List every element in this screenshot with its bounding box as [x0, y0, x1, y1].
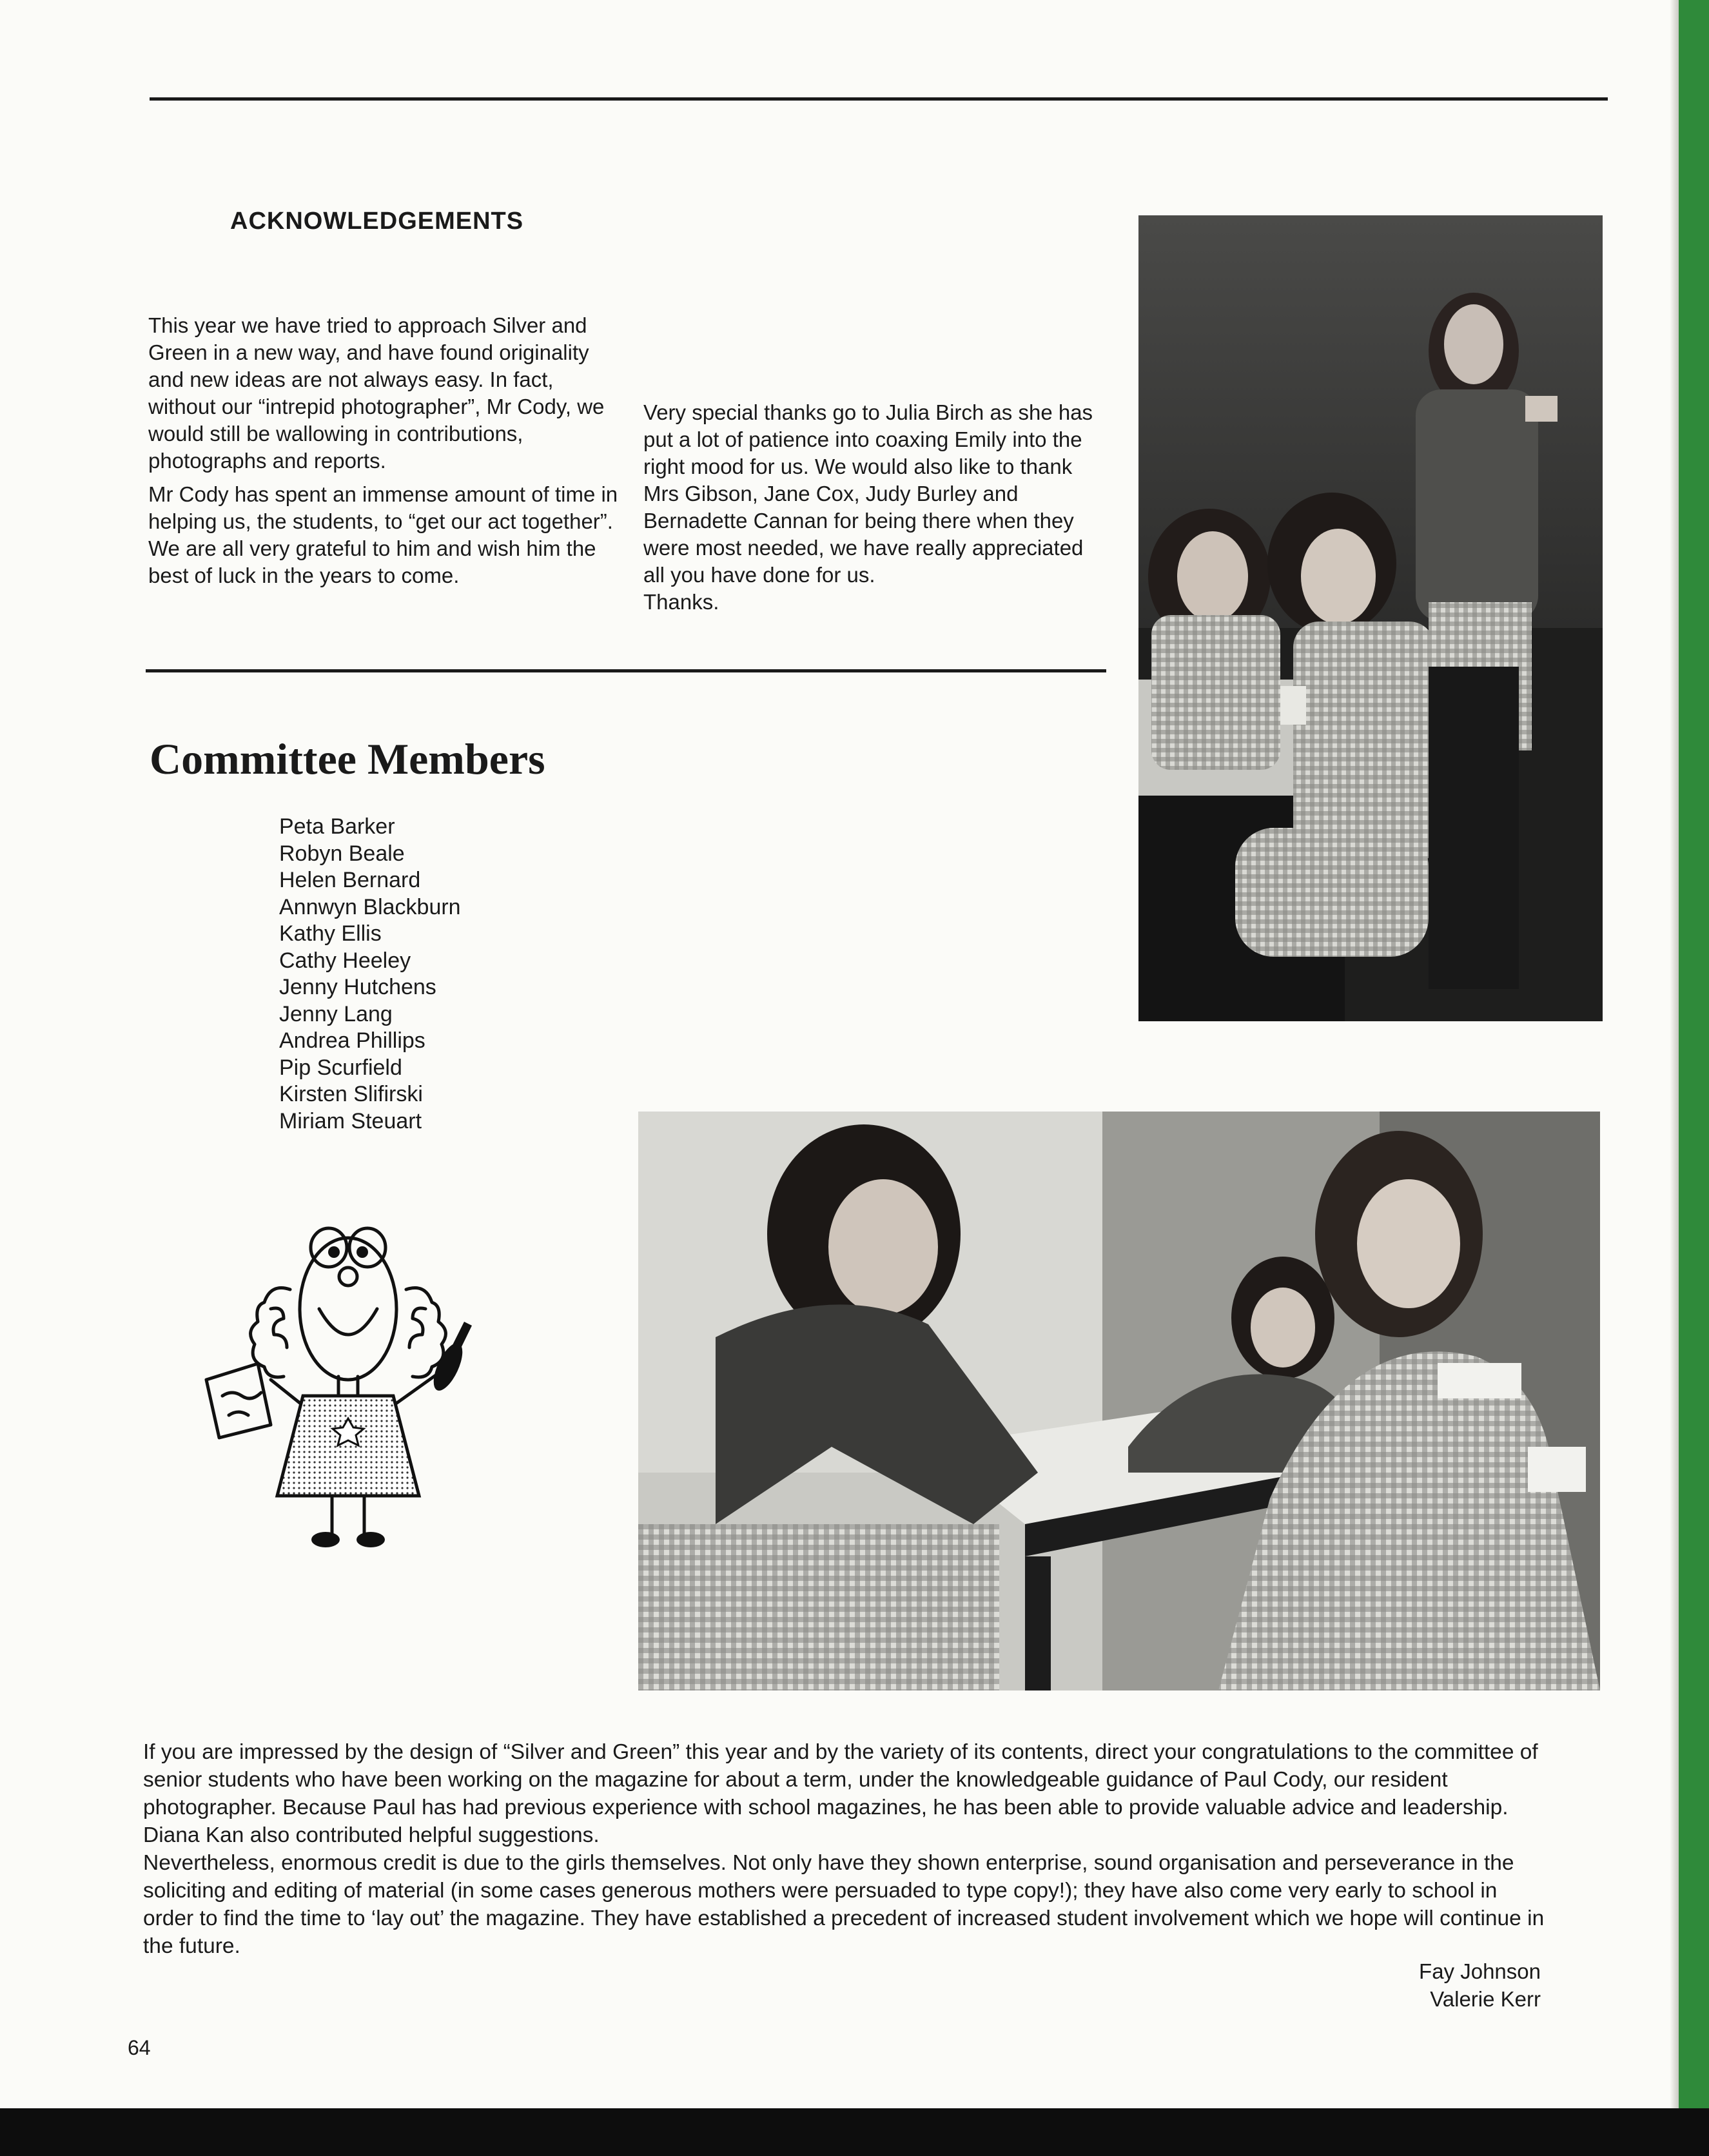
photo-students-at-blackboard-image: [1138, 215, 1603, 1021]
top-rule: [150, 97, 1608, 101]
acknowledgements-col2-paragraph: Very special thanks go to Julia Birch as she has put a lot of patience into coaxing Emily into the right mood for us. We would also like to thank Mrs Gibson, Jane Cox, Judy Burley and Bernadette Cannan for being there when they were most needed, we have really appreciated all you have done for us.: [643, 400, 1093, 587]
acknowledgements-col1-paragraph-2: Mr Cody has spent an immense amount of time in helping us, the students, to “get our act together”. We are all very grateful to him and wish him the best of luck in the years to come.: [148, 482, 618, 587]
list-item: Helen Bernard: [279, 868, 421, 892]
list-item: Miriam Steuart: [279, 1108, 422, 1133]
photo-students-at-blackboard: [1138, 215, 1603, 1021]
acknowledgements-thanks: Thanks.: [643, 590, 719, 614]
closing-remarks: [143, 1738, 1548, 1960]
closing-paragraph-2: Nevertheless, enormous credit is due to the girls themselves. Not only have they shown enterprise, sound organisation and perseverance in the soliciting and editing of material (in some cases generous mothers were persuaded to type copy!); they have also come very early to school in order to find the time to ‘lay out’ the magazine. They have established a precedent of increased student involvement which we hope will continue in the future.: [143, 1851, 1545, 1958]
acknowledgements-column-1: [148, 312, 619, 596]
scan-bottom-band: [0, 2108, 1709, 2156]
acknowledgements-bottom-rule: [146, 669, 1106, 672]
list-item: Jenny Hutchens: [279, 975, 436, 999]
page-number: 64: [128, 2036, 151, 2059]
cartoon-girl-illustration: [193, 1212, 542, 1560]
list-item: Peta Barker: [279, 814, 395, 839]
cartoon-girl-drawing: [193, 1212, 542, 1560]
signature-block: [1283, 1957, 1541, 2013]
acknowledgements-col1-paragraph-1: This year we have tried to approach Silver and Green in a new way, and have found originality and new ideas are not always easy. In fact, without our “intrepid photographer”, Mr Cody, we would still be wallowing in contributions, photographs and reports.: [148, 313, 605, 473]
acknowledgements-column-2: [643, 399, 1108, 616]
photo-students-at-table: [638, 1112, 1600, 1690]
committee-member-list: [279, 814, 461, 1135]
list-item: Cathy Heeley: [279, 948, 411, 973]
list-item: Annwyn Blackburn: [279, 894, 461, 919]
list-item: Robyn Beale: [279, 841, 405, 866]
committee-members-heading: Committee Members: [150, 734, 545, 783]
closing-paragraph-1: If you are impressed by the design of “Silver and Green” this year and by the variety of its contents, direct your congratulations to the committee of senior students who have been working on the magazine for about a term, under the knowledgeable guidance of Paul Cody, our resident photographer. Because Paul has had previous experience with school magazines, he has been able to provide valuable advice and leadership. Diana Kan also contributed helpful suggestions.: [143, 1740, 1538, 1847]
list-item: Kirsten Slifirski: [279, 1082, 423, 1106]
list-item: Andrea Phillips: [279, 1028, 425, 1053]
signature-valerie-kerr: Valerie Kerr: [1430, 1987, 1541, 2011]
photo-students-at-table-image: [638, 1112, 1600, 1690]
list-item: Jenny Lang: [279, 1001, 393, 1026]
page-edge-green: [1679, 0, 1709, 2108]
list-item: Kathy Ellis: [279, 921, 382, 946]
acknowledgements-heading: ACKNOWLEDGEMENTS: [230, 208, 524, 235]
list-item: Pip Scurfield: [279, 1055, 402, 1080]
signature-fay-johnson: Fay Johnson: [1419, 1959, 1541, 1983]
cartoon-dress: [277, 1396, 419, 1496]
